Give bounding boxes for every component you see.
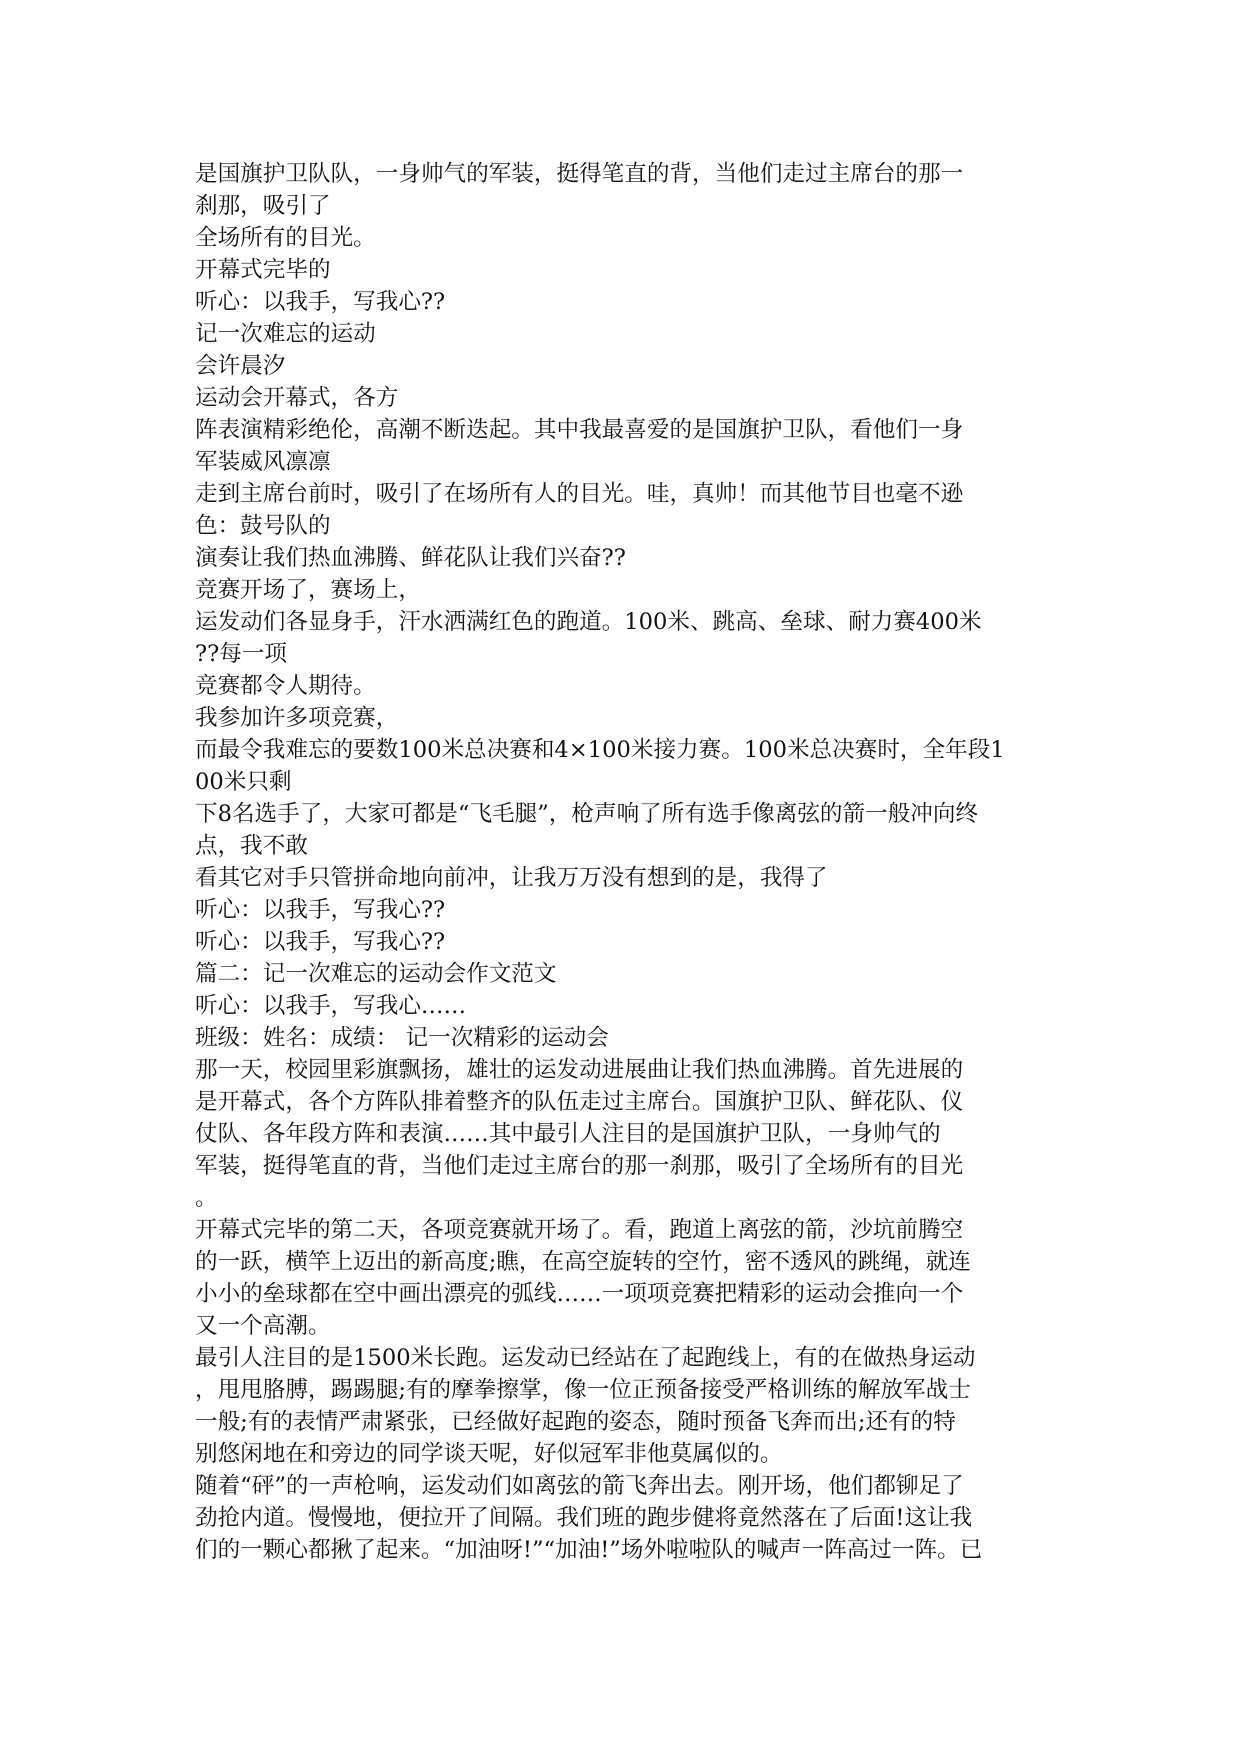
- text-line: 开幕式完毕的: [195, 257, 331, 283]
- text-line: 看其它对手只管拼命地向前冲，让我万万没有想到的是，我得了: [195, 865, 828, 891]
- text-line: ，甩甩胳膊，踢踢腿;有的摩拳擦掌，像一位正预备接受严格训练的解放军战士: [195, 1377, 971, 1403]
- text-line: 们的一颗心都揪了起来。“加油呀!”“加油!”场外啦啦队的喊声一阵高过一阵。已: [195, 1537, 983, 1563]
- text-line: 竞赛开场了，赛场上，: [195, 577, 421, 603]
- text-line: 随着“砰”的一声枪响，运发动们如离弦的箭飞奔出去。刚开场，他们都铆足了: [195, 1473, 964, 1499]
- text-line: 是开幕式，各个方阵队排着整齐的队伍走过主席台。国旗护卫队、鲜花队、仪: [195, 1089, 964, 1115]
- text-line: 那一天，校园里彩旗飘扬，雄壮的运发动进展曲让我们热血沸腾。首先进展的: [195, 1057, 964, 1083]
- text-line: 军装，挺得笔直的背，当他们走过主席台的那一刹那，吸引了全场所有的目光: [195, 1153, 964, 1179]
- text-line: 听心：以我手，写我心……: [195, 993, 467, 1019]
- text-line: 运动会开幕式，各方: [195, 385, 399, 411]
- text-line: 的一跃，横竿上迈出的新高度;瞧，在高空旋转的空竹，密不透风的跳绳，就连: [195, 1249, 971, 1275]
- text-line: 运发动们各显身手，汗水洒满红色的跑道。100米、跳高、垒球、耐力赛400米: [195, 609, 982, 635]
- text-line: 00米只剩: [195, 769, 292, 795]
- text-line: 开幕式完毕的第二天，各项竞赛就开场了。看，跑道上离弦的箭，沙坑前腾空: [195, 1217, 964, 1243]
- text-line: 会许晨汐: [195, 353, 286, 379]
- text-line: 是国旗护卫队队，一身帅气的军装，挺得笔直的背，当他们走过主席台的那一: [195, 161, 964, 187]
- text-line: 下8名选手了，大家可都是“飞毛腿”，枪声响了所有选手像离弦的箭一般冲向终: [195, 801, 979, 827]
- text-line: 听心：以我手，写我心??: [195, 897, 446, 923]
- text-line: 竞赛都令人期待。: [195, 673, 376, 699]
- text-line: 最引人注目的是1500米长跑。运发动已经站在了起跑线上，有的在做热身运动: [195, 1345, 976, 1371]
- text-line: 小小的垒球都在空中画出漂亮的弧线……一项项竞赛把精彩的运动会推向一个: [195, 1281, 964, 1307]
- text-line: 仗队、各年段方阵和表演……其中最引人注目的是国旗护卫队，一身帅气的: [195, 1121, 941, 1147]
- text-line: 我参加许多项竞赛，: [195, 705, 399, 731]
- text-line: 刹那，吸引了: [195, 193, 331, 219]
- text-line: ??每一项: [195, 641, 288, 667]
- text-line: 全场所有的目光。: [195, 225, 376, 251]
- text-line: 记一次难忘的运动: [195, 321, 376, 347]
- text-line: 一般;有的表情严肃紧张，已经做好起跑的姿态，随时预备飞奔而出;还有的特: [195, 1409, 956, 1435]
- text-line: 劲抢内道。慢慢地，便拉开了间隔。我们班的跑步健将竟然落在了后面!这让我: [195, 1505, 973, 1531]
- text-line: 而最令我难忘的要数100米总决赛和4×100米接力赛。100米总决赛时，全年段1: [195, 737, 1005, 763]
- text-line: 别悠闲地在和旁边的同学谈天呢，好似冠军非他莫属似的。: [195, 1441, 783, 1467]
- text-line: 听心：以我手，写我心??: [195, 289, 446, 315]
- section-heading: 篇二：记一次难忘的运动会作文范文: [195, 961, 557, 987]
- text-line: 阵表演精彩绝伦，高潮不断迭起。其中我最喜爱的是国旗护卫队，看他们一身: [195, 417, 964, 443]
- text-line: 军装威风凛凛: [195, 449, 331, 475]
- text-line: 又一个高潮。: [195, 1313, 331, 1339]
- text-line: 。: [195, 1185, 218, 1211]
- text-line: 色：鼓号队的: [195, 513, 331, 539]
- document-body: [195, 158, 1065, 1566]
- text-line: 点，我不敢: [195, 833, 308, 859]
- text-line: 听心：以我手，写我心??: [195, 929, 446, 955]
- text-line: 演奏让我们热血沸腾、鲜花队让我们兴奋??: [195, 545, 626, 571]
- text-line: 班级：姓名：成绩： 记一次精彩的运动会: [195, 1025, 609, 1051]
- text-line: 走到主席台前时，吸引了在场所有人的目光。哇，真帅！而其他节目也毫不逊: [195, 481, 964, 507]
